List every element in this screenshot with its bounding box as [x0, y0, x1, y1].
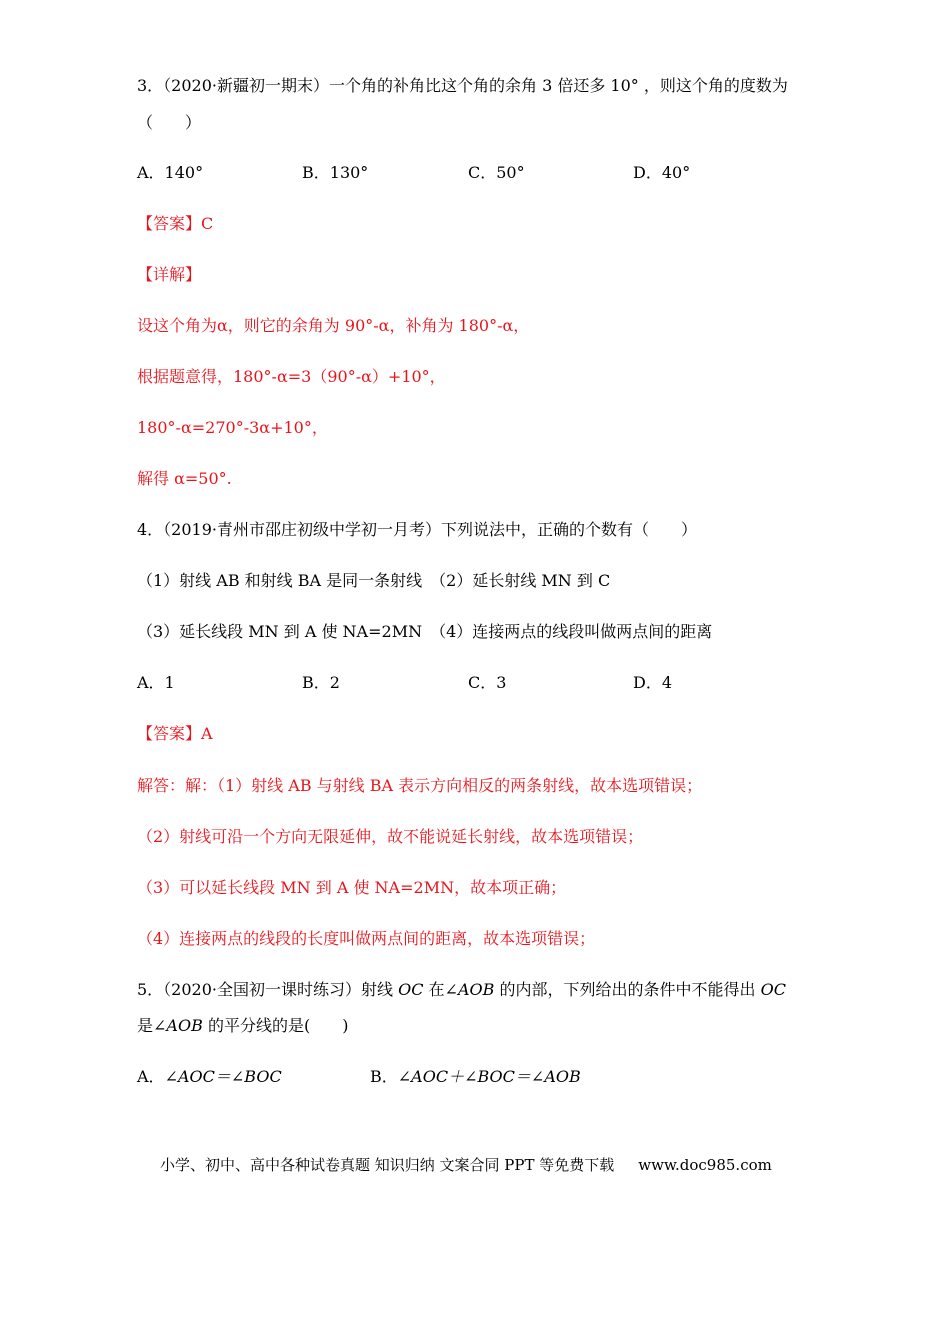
q3-solution-line-4: 解得 α=50°.: [137, 469, 232, 488]
q5-option-b: [370, 1067, 581, 1087]
q5-ray-oc-2: OC: [760, 980, 786, 999]
q4-solution-line-3: （3）可以延长线段 MN 到 A 使 NA=2MN，故本项正确；: [137, 878, 567, 897]
q5-ray-oc: OC: [398, 980, 424, 999]
q3-answer: 【答案】C: [137, 214, 214, 233]
q4-option-b: B．2: [302, 673, 340, 692]
page-footer: [160, 1155, 772, 1175]
q5-stem-suffix: 的内部，下列给出的条件中不能得出: [499, 980, 756, 999]
footer-url[interactable]: www.doc985.com: [638, 1156, 772, 1174]
q5-line2-suffix: 的平分线的是( ): [207, 1016, 349, 1035]
q4-solution-line-4: （4）连接两点的线段的长度叫做两点间的距离，故本选项错误；: [137, 929, 596, 948]
q4-solution-line-2: （2）射线可沿一个方向无限延伸，故不能说延长射线，故本选项错误；: [137, 827, 644, 846]
q4-option-a: A．1: [137, 673, 175, 692]
q3-option-c: C．50°: [468, 163, 525, 182]
q5-stem-prefix: 5．（2020·全国初一课时练习）射线: [137, 980, 393, 999]
q5-angle-aob: AOB: [457, 980, 495, 999]
q3-solution-line-1: 设这个角为α，则它的余角为 90°-α，补角为 180°-α，: [137, 316, 530, 335]
q4-stem: 4．（2019·青州市邵庄初级中学初一月考）下列说法中，正确的个数有（ ）: [137, 520, 697, 539]
footer-text: 小学、初中、高中各种试卷真题 知识归纳 文案合同 PPT 等免费下载: [160, 1156, 615, 1174]
q4-statement-3-4: （3）延长线段 MN 到 A 使 NA=2MN （4）连接两点的线段叫做两点间的距离: [137, 622, 713, 641]
q5-stem-line-1: [137, 980, 786, 1000]
q5-stem-mid: 在∠: [428, 980, 458, 999]
q3-option-d: D．40°: [633, 163, 691, 182]
q4-statement-1-2: （1）射线 AB 和射线 BA 是同一条射线 （2）延长射线 MN 到 C: [137, 571, 611, 590]
q4-answer: 【答案】A: [137, 724, 213, 743]
q3-option-b: B．130°: [302, 163, 369, 182]
q5-stem-line-2: [137, 1016, 348, 1036]
q5-option-b-label: B．: [370, 1067, 398, 1086]
q4-solution-line-1: 解答：解：（1）射线 AB 与射线 BA 表示方向相反的两条射线，故本选项错误；: [137, 776, 703, 795]
q5-option-a: [137, 1067, 282, 1087]
q5-option-a-label: A．: [137, 1067, 165, 1086]
q3-option-a: A．140°: [137, 163, 204, 182]
q5-option-b-expr: ∠AOC＋∠BOC＝∠AOB: [397, 1067, 581, 1086]
q5-line2-prefix: 是∠: [137, 1016, 167, 1035]
q5-option-a-expr: ∠AOC＝∠BOC: [164, 1067, 282, 1086]
q3-detail-heading: 【详解】: [137, 265, 202, 284]
q3-stem: 3．（2020·新疆初一期末）一个角的补角比这个角的余角 3 倍还多 10° ，则这个角的度数为: [137, 76, 788, 95]
q3-solution-line-2: 根据题意得，180°-α=3（90°-α）+10°，: [137, 367, 446, 386]
q3-paren: （ ）: [137, 113, 202, 132]
q4-option-c: C．3: [468, 673, 507, 692]
q5-angle-aob-2: AOB: [166, 1016, 203, 1035]
q3-solution-line-3: 180°-α=270°-3α+10°，: [137, 418, 328, 437]
q4-option-d: D．4: [633, 673, 673, 692]
